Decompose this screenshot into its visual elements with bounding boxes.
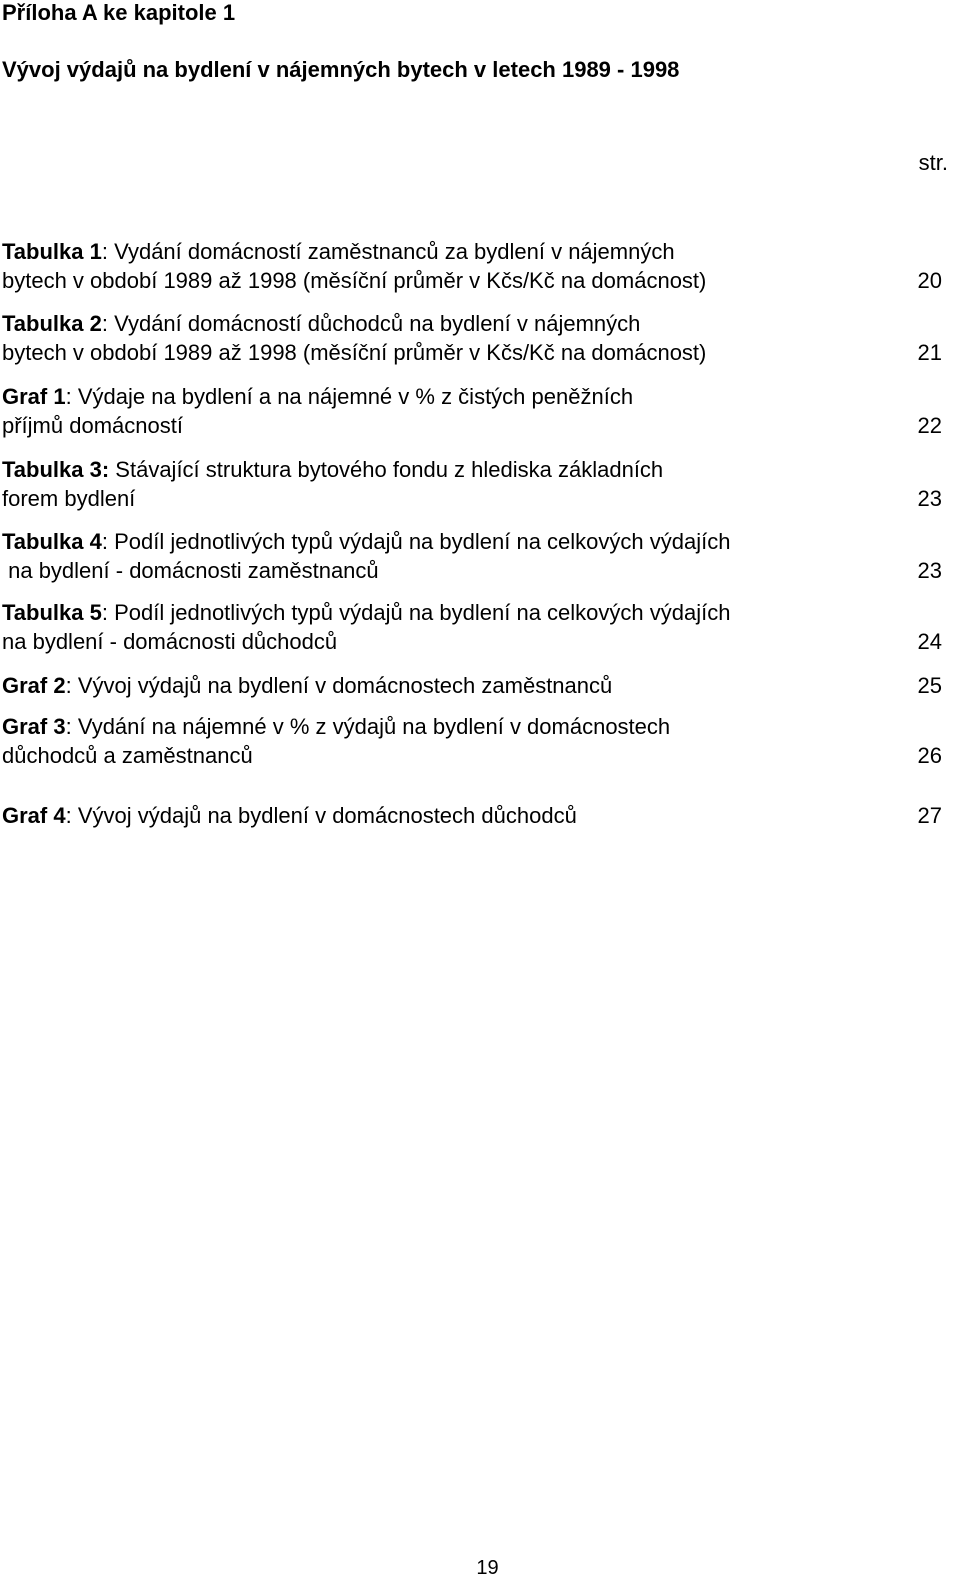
toc-entry-line — [2, 338, 942, 367]
toc-entry-title: Podíl jednotlivých typů výdajů na bydlení na celkových výdajích — [107, 529, 731, 554]
toc-entry-page: 27 — [917, 803, 942, 828]
toc-entry-kind: Tabulka 4 — [2, 529, 102, 554]
toc-entry-kind: Tabulka 5 — [2, 600, 102, 625]
toc-entry-separator: : — [101, 239, 108, 264]
toc-entry-separator: : — [101, 600, 108, 625]
toc-entry-title: Podíl jednotlivých typů výdajů na bydlení na celkových výdajích — [107, 600, 731, 625]
toc-entry[interactable] — [2, 801, 942, 830]
toc-entry[interactable] — [2, 382, 942, 440]
toc-entry-line — [2, 556, 942, 585]
toc-entry-line — [2, 309, 942, 338]
toc-entry-kind: Graf 4 — [2, 803, 66, 828]
toc-entry[interactable] — [2, 455, 942, 513]
toc-entry-line — [2, 455, 942, 484]
toc-entry-title-continued: forem bydlení — [2, 486, 136, 511]
toc-entry[interactable] — [2, 237, 942, 295]
toc-entry-title: Vydání domácností důchodců na bydlení v nájemných — [107, 311, 641, 336]
appendix-title: Příloha A ke kapitole 1 — [2, 0, 236, 25]
toc-entry-page: 24 — [917, 629, 942, 654]
toc-entry-line — [2, 801, 942, 830]
document-title: Vývoj výdajů na bydlení v nájemných bytech v letech 1989 - 1998 — [2, 57, 680, 82]
toc-entry-title-continued: na bydlení - domácnosti zaměstnanců — [2, 558, 379, 583]
toc-entry[interactable] — [2, 309, 942, 367]
toc-entry-separator: : — [101, 529, 108, 554]
toc-entry[interactable] — [2, 671, 942, 700]
toc-entry-line — [2, 741, 942, 770]
toc-entry-line — [2, 527, 942, 556]
toc-entry-line — [2, 712, 942, 741]
page-column-label: str. — [918, 150, 948, 175]
toc-entry-title: Vývoj výdajů na bydlení v domácnostech důchodců — [71, 803, 577, 828]
toc-entry-line — [2, 598, 942, 627]
toc-entry-page: 26 — [917, 743, 942, 768]
toc-entry-kind: Graf 1 — [2, 384, 66, 409]
toc-entry[interactable] — [2, 712, 942, 770]
toc-entry-page: 23 — [917, 558, 942, 583]
toc-entry-title: Vývoj výdajů na bydlení v domácnostech zaměstnanců — [71, 673, 613, 698]
toc-entry-title-continued: na bydlení - domácnosti důchodců — [2, 629, 338, 654]
toc-entry-separator: : — [65, 714, 72, 739]
toc-entry-title-continued: bytech v období 1989 až 1998 (měsíční průměr v Kčs/Kč na domácnost) — [2, 340, 707, 365]
toc-entry-kind: Tabulka 3: — [2, 457, 110, 482]
toc-entry-separator: : — [101, 311, 108, 336]
toc-entry-title: Vydání domácností zaměstnanců za bydlení v nájemných — [107, 239, 675, 264]
toc-entry-title: Stávající struktura bytového fondu z hlediska základních — [109, 457, 664, 482]
toc-entry-line — [2, 237, 942, 266]
toc-entry-line — [2, 671, 942, 700]
toc-entry-kind: Graf 3 — [2, 714, 66, 739]
toc-entry-title-continued: bytech v období 1989 až 1998 (měsíční průměr v Kčs/Kč na domácnost) — [2, 268, 707, 293]
toc-entry-kind: Tabulka 1 — [2, 239, 102, 264]
toc-entry-title-continued: důchodců a zaměstnanců — [2, 743, 253, 768]
toc-entry-line — [2, 382, 942, 411]
toc-entry-line — [2, 266, 942, 295]
toc-entry-line — [2, 627, 942, 656]
toc-entry-line — [2, 411, 942, 440]
toc-entry-page: 21 — [917, 340, 942, 365]
toc-entry[interactable] — [2, 527, 942, 585]
toc-entry-title: Vydání na nájemné v % z výdajů na bydlení v domácnostech — [71, 714, 671, 739]
toc-entry-kind: Graf 2 — [2, 673, 66, 698]
toc-entry-line — [2, 484, 942, 513]
toc-entry-separator: : — [65, 673, 72, 698]
page-number: 19 — [476, 1557, 499, 1579]
toc-entry-page: 20 — [917, 268, 942, 293]
toc-entry-page: 25 — [917, 673, 942, 698]
toc-entry-title: Výdaje na bydlení a na nájemné v % z čistých peněžních — [71, 384, 634, 409]
toc-entry-page: 22 — [917, 413, 942, 438]
toc-entry-kind: Tabulka 2 — [2, 311, 102, 336]
toc-entry-title-continued: příjmů domácností — [2, 413, 183, 438]
toc-entry[interactable] — [2, 598, 942, 656]
toc-entry-separator: : — [65, 803, 72, 828]
toc-entry-separator: : — [65, 384, 72, 409]
toc-entry-page: 23 — [917, 486, 942, 511]
